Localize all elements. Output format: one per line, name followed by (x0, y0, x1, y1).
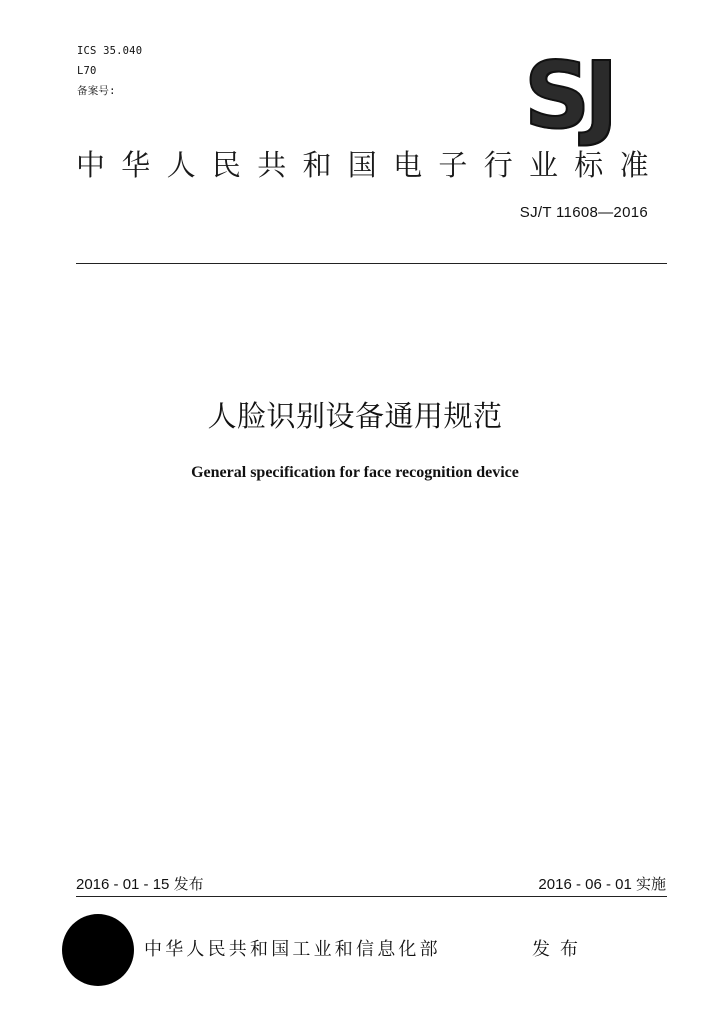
document-title-chinese: 人脸识别设备通用规范 (207, 399, 503, 433)
bottom-divider (76, 896, 667, 897)
document-title-english: General specification for face recognition device (191, 464, 519, 481)
issue-date: 2016 - 01 - 15 发布 (76, 876, 204, 893)
ministry-emblem (62, 914, 134, 986)
classification-code: L70 (77, 65, 97, 77)
standard-number: SJ/T 11608—2016 (519, 204, 648, 221)
sj-logo: SJ (524, 42, 613, 149)
industry-standard-title: 中华人民共和国电子行业标准 (76, 148, 665, 182)
document-metadata (77, 41, 142, 101)
record-number-label: 备案号: (77, 85, 116, 97)
ics-code: ICS 35.040 (77, 45, 143, 57)
implementation-date: 2016 - 06 - 01 实施 (538, 876, 666, 893)
publisher-name: 中华人民共和国工业和信息化部 (144, 939, 441, 960)
top-divider (76, 263, 667, 264)
publish-label: 发布 (532, 939, 588, 960)
